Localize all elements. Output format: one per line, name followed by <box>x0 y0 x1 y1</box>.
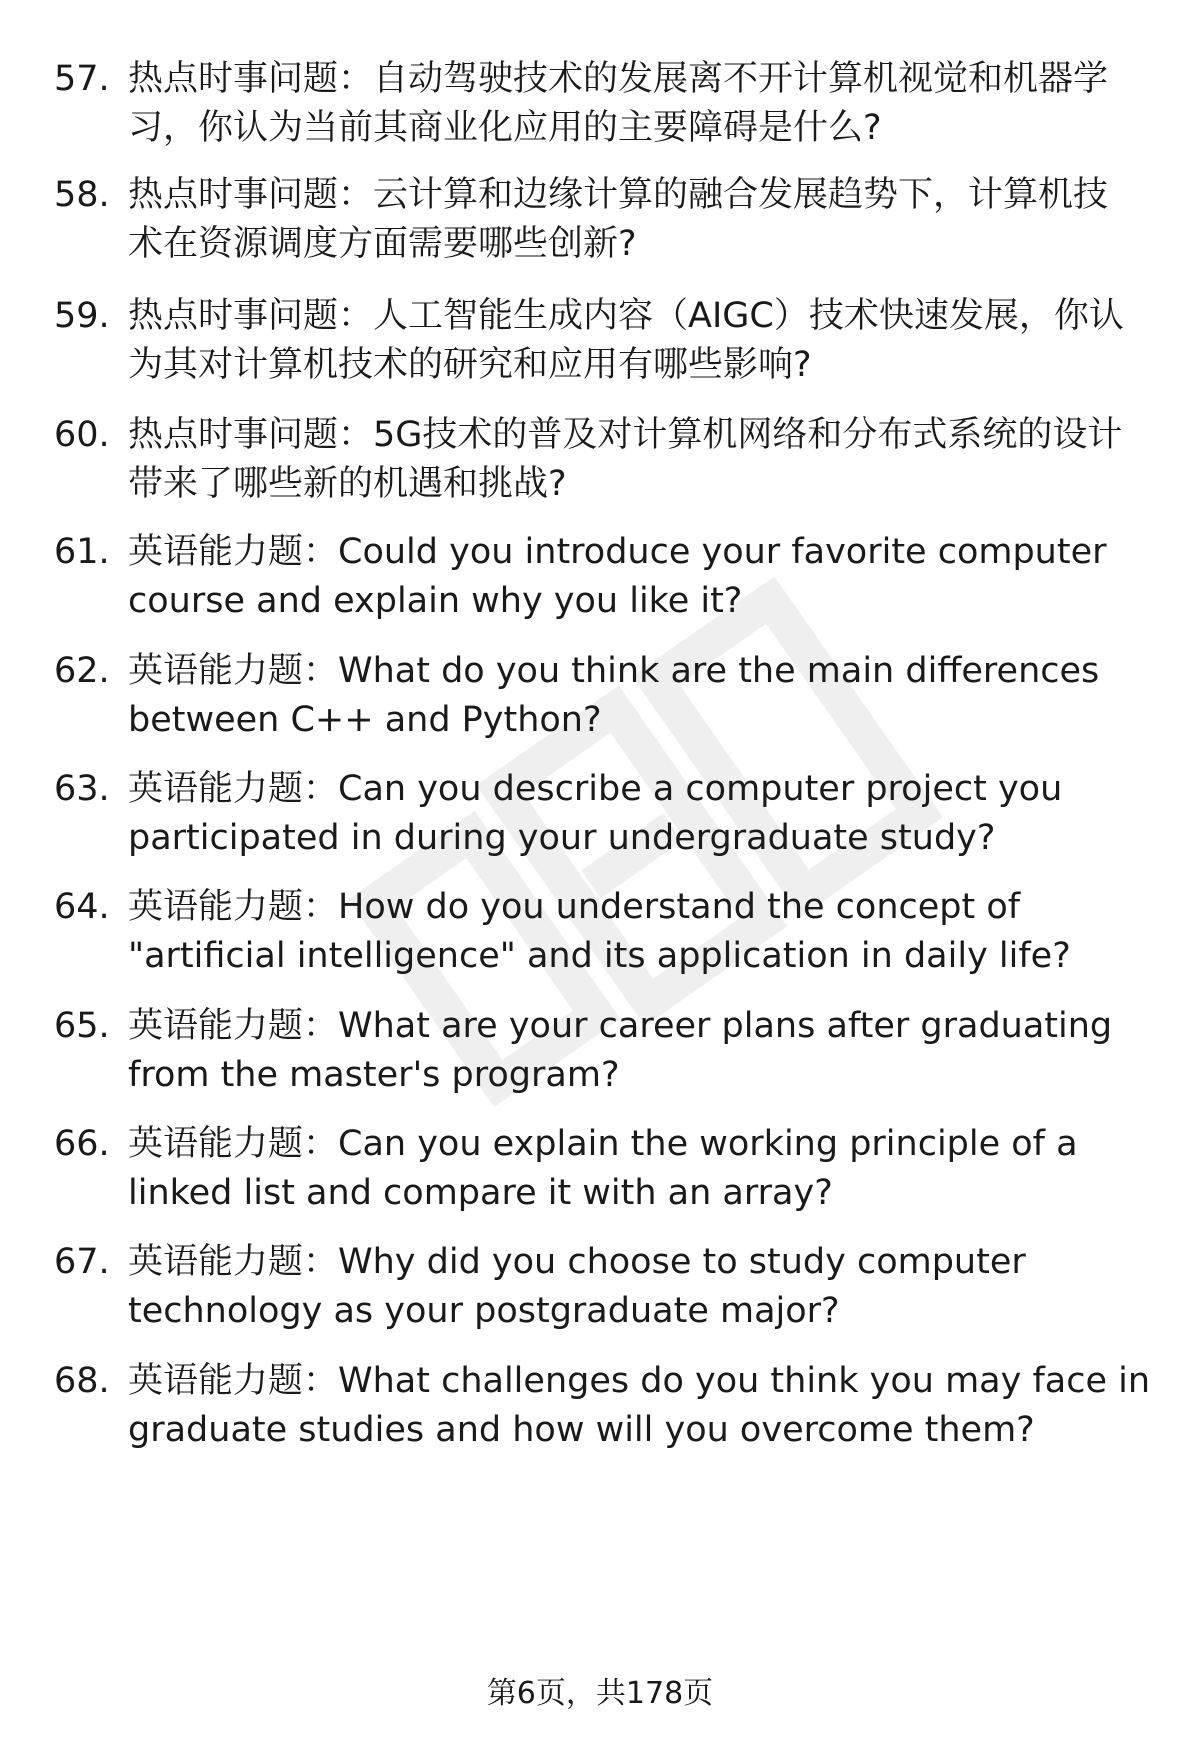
question-line: 热点时事问题：人工智能生成内容（AIGC）技术快速发展，你认 <box>128 296 1124 336</box>
question-number: 65. <box>54 1006 110 1046</box>
question-item <box>54 528 1154 638</box>
question-line: 习，你认为当前其商业化应用的主要障碍是什么? <box>128 108 882 148</box>
question-item <box>54 411 1154 521</box>
question-line: course and explain why you like it? <box>128 581 743 621</box>
question-item <box>54 1357 1154 1467</box>
question-line: 英语能力题：What do you think are the main differences <box>128 651 1100 691</box>
question-text <box>128 411 1158 509</box>
question-text <box>128 1120 1158 1218</box>
question-line: 英语能力题：Can you describe a computer project you <box>128 769 1063 809</box>
question-text <box>128 1357 1158 1455</box>
question-text <box>128 765 1158 863</box>
question-line: 术在资源调度方面需要哪些创新? <box>128 224 637 264</box>
question-line: 英语能力题：What are your career plans after graduating <box>128 1006 1113 1046</box>
question-line: "artificial intelligence" and its application in daily life? <box>128 936 1071 976</box>
question-line: 带来了哪些新的机遇和挑战? <box>128 464 567 504</box>
question-line: technology as your postgraduate major? <box>128 1291 840 1331</box>
question-text <box>128 1238 1158 1336</box>
question-item <box>54 1238 1154 1348</box>
question-text <box>128 647 1158 745</box>
page-number-footer: 第6页，共178页 <box>486 1676 714 1711</box>
question-text <box>128 55 1158 153</box>
question-text <box>128 528 1158 626</box>
question-number: 60. <box>54 415 110 455</box>
question-line: 英语能力题：How do you understand the concept of <box>128 887 1021 927</box>
question-item <box>54 1002 1154 1112</box>
question-line: 热点时事问题：自动驾驶技术的发展离不开计算机视觉和机器学 <box>128 59 1109 99</box>
question-line: graduate studies and how will you overcome them? <box>128 1410 1035 1450</box>
question-text <box>128 171 1158 269</box>
question-item <box>54 55 1154 165</box>
question-line: 英语能力题：What challenges do you think you may face in <box>128 1361 1151 1401</box>
question-line: 英语能力题：Could you introduce your favorite computer <box>128 532 1107 572</box>
question-item <box>54 292 1154 402</box>
question-number: 61. <box>54 532 110 572</box>
question-line: participated in during your undergraduate study? <box>128 818 996 858</box>
question-item <box>54 171 1154 281</box>
question-line: 热点时事问题：5G技术的普及对计算机网络和分布式系统的设计 <box>128 415 1123 455</box>
question-item <box>54 647 1154 757</box>
question-text <box>128 292 1158 390</box>
question-number: 62. <box>54 651 110 691</box>
question-number: 66. <box>54 1124 110 1164</box>
question-number: 68. <box>54 1361 110 1401</box>
question-number: 59. <box>54 296 110 336</box>
question-line: from the master's program? <box>128 1055 620 1095</box>
question-line: 英语能力题：Why did you choose to study computer <box>128 1242 1026 1282</box>
question-item <box>54 883 1154 993</box>
question-number: 58. <box>54 175 110 215</box>
question-number: 67. <box>54 1242 110 1282</box>
question-number: 64. <box>54 887 110 927</box>
question-item <box>54 1120 1154 1230</box>
question-text <box>128 1002 1158 1100</box>
question-line: 热点时事问题：云计算和边缘计算的融合发展趋势下，计算机技 <box>128 175 1109 215</box>
question-number: 63. <box>54 769 110 809</box>
question-text <box>128 883 1158 981</box>
question-item <box>54 765 1154 875</box>
question-line: between C++ and Python? <box>128 700 602 740</box>
question-line: linked list and compare it with an array? <box>128 1173 833 1213</box>
question-line: 为其对计算机技术的研究和应用有哪些影响? <box>128 345 812 385</box>
question-number: 57. <box>54 59 110 99</box>
question-line: 英语能力题：Can you explain the working principle of a <box>128 1124 1078 1164</box>
